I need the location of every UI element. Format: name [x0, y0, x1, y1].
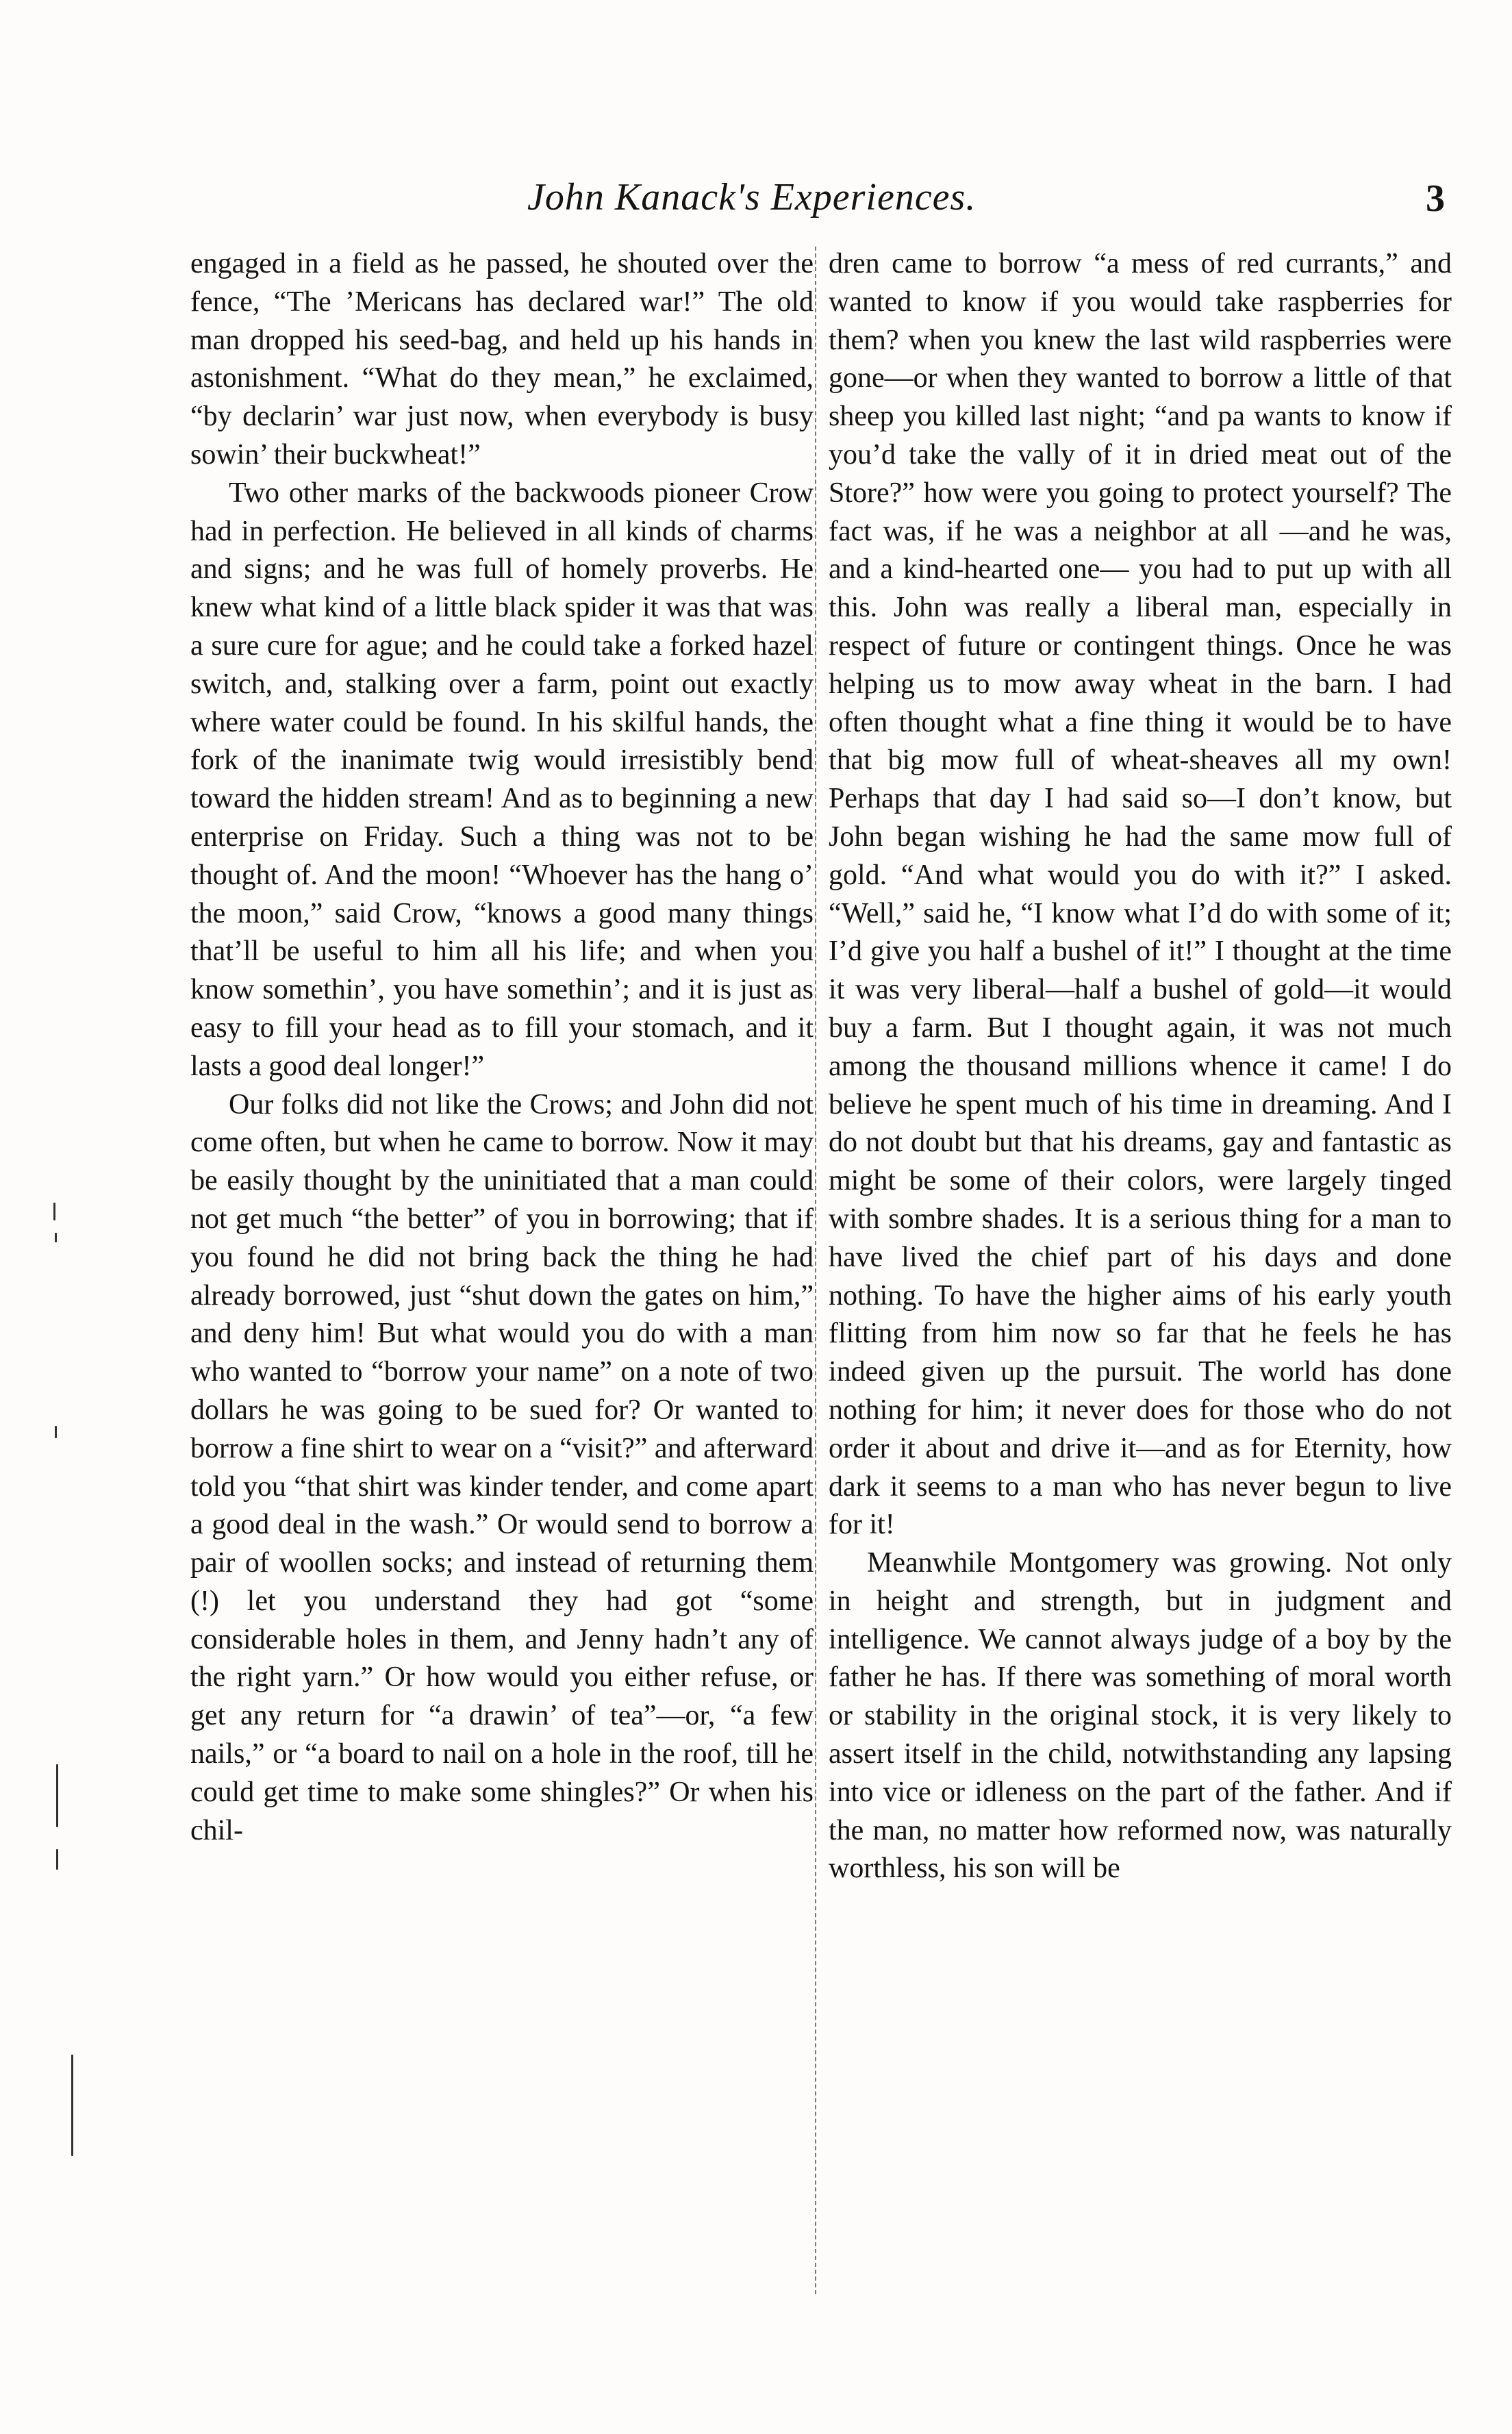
scan-mark: [53, 1203, 55, 1220]
scan-mark: [55, 1426, 57, 1438]
paragraph: Two other marks of the backwoods pioneer Crow had in perfection. He believed in all kinds of charms and signs; and he was full of homely proverbs. He knew what kind of a little black spider it was that was a sure cure for ague; and he could take a forked hazel switch, and, stalking over a farm, point out exactly where water could be found. In his skilful hands, the fork of the inanimate twig would irresistibly bend toward the hidden stream! And as to beginning a new enterprise on Friday. Such a thing was not to be thought of. And the moon! “Whoever has the hang o’ the moon,” said Crow, “knows a good many things that’ll be useful to him all his life; and when you know somethin’, you have somethin’; and it is just as easy to fill your head as to fill your stomach, and it lasts a good deal longer!”: [190, 477, 814, 1082]
paragraph: dren came to borrow “a mess of red currants,” and wanted to know if you would take raspberries for them? when you knew the last wild raspberries were gone—or when they wanted to borrow a little of that sheep you killed last night; “and pa wants to know if you’d take the vally of it in dried meat out of the Store?” how were you going to protect yourself? The fact was, if he was a neighbor at all —and he was, and a kind-hearted one— you had to put up with all this. John was really a liberal man, especially in respect of future or contingent things. Once he was helping us to mow away wheat in the barn. I had often thought what a fine thing it would be to have that big mow full of wheat-sheaves all my own! Perhaps that day I had said so—I don’t know, but John began wishing he had the same mow full of gold. “And what would you do with it?” I asked. “Well,” said he, “I know what I’d do with some of it; I’d give you half a bushel of it!” I thought at the time it was very liberal—half a bushel of gold—it would buy a farm. But I thought again, it was not much among the thousand millions whence it came! I do believe he spent much of his time in dreaming. And I do not doubt but that his dreams, gay and fantastic as might be some of their colors, were largely tinged with sombre shades. It is a serious thing for a man to have lived the chief part of his days and done nothing. To have the higher aims of his early youth flitting from him now so far that he feels he has indeed given up the pursuit. The world has done nothing for him; it never does for those who do not order it about and drive it—and as for Eternity, how dark it seems to a man who has never begun to live for it!: [829, 248, 1452, 1541]
scan-mark: [56, 1849, 58, 1870]
column-divider: [815, 247, 816, 2294]
paragraph: Meanwhile Montgomery was growing. Not only in height and strength, but in judgment and intelligence. We cannot always judge of a boy by the father he has. If there was something of moral worth or stability in the original stock, it is very likely to assert itself in the child, notwithstanding any lapsing into vice or idleness on the part of the father. And if the man, no matter how reformed now, was naturally worthless, his son will be: [829, 1547, 1452, 1885]
page-number: 3: [1426, 177, 1445, 220]
right-column: [829, 245, 1452, 1888]
paragraph: engaged in a field as he passed, he shouted over the fence, “The ’Mericans has declared war!” The old man dropped his seed-bag, and held up his hands in astonishment. “What do they mean,” he exclaimed, “by declarin’ war just now, when everybody is busy sowin’ their buckwheat!”: [190, 248, 814, 471]
scan-mark: [55, 1233, 57, 1242]
paragraph: Our folks did not like the Crows; and John did not come often, but when he came to borrow. Now it may be easily thought by the uninitiated that a man could not get much “the better” of you in borrowing; that if you found he did not bring back the thing he had already borrowed, just “shut down the gates on him,” and deny him! But what would you do with a man who wanted to “borrow your name” on a note of two dollars he was going to be sued for? Or wanted to borrow a fine shirt to wear on a “visit?” and afterward told you “that shirt was kinder tender, and come apart a good deal in the wash.” Or would send to borrow a pair of woollen socks; and instead of returning them (!) let you understand they had got “some considerable holes in them, and Jenny hadn’t any of the right yarn.” Or how would you either refuse, or get any return for “a drawin’ of tea”—or, “a few nails,” or “a board to nail on a hole in the roof, till he could get time to make some shingles?” Or when his chil-: [190, 1088, 814, 1846]
left-column: [190, 245, 814, 1850]
running-title: John Kanack's Experiences.: [527, 176, 977, 218]
scan-mark: [56, 1764, 58, 1827]
scan-mark: [71, 2055, 73, 2156]
